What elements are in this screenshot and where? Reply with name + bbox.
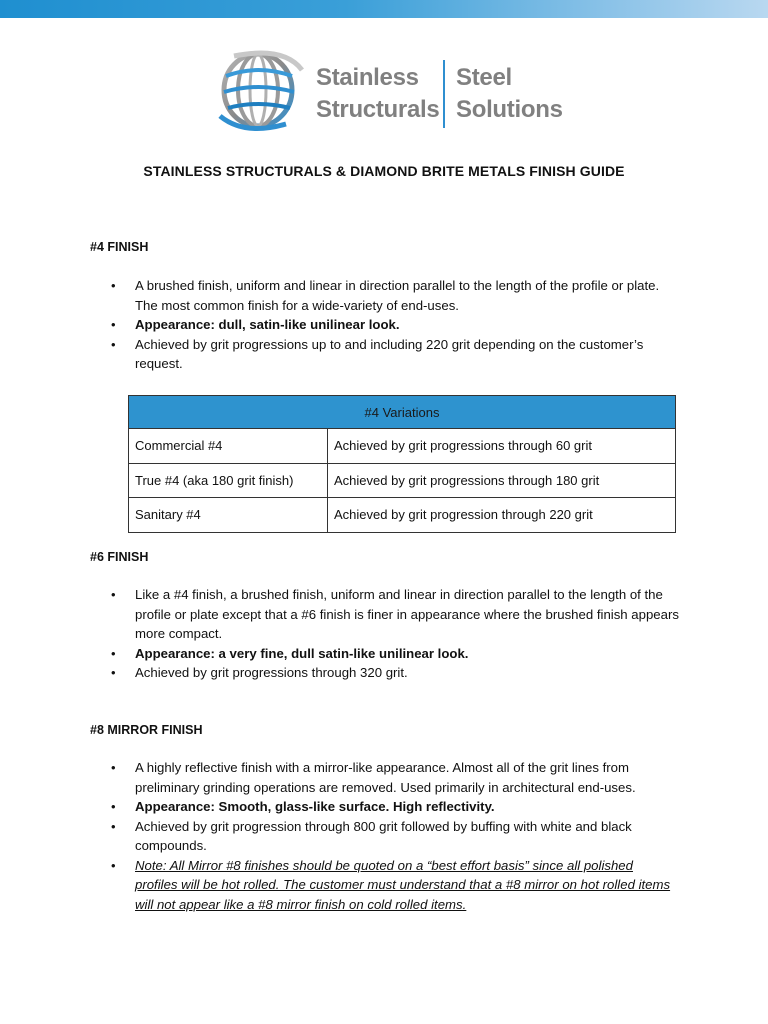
bullet-text: Appearance: a very fine, dull satin-like unilinear look. (135, 645, 469, 661)
table-cell-desc: Achieved by grit progressions through 60 grit (328, 429, 676, 464)
bullet-icon: • (111, 818, 116, 834)
table-cell-desc: Achieved by grit progression through 220 grit (328, 498, 676, 533)
list-item (109, 585, 679, 644)
variations-table (128, 395, 676, 533)
logo-text-stainless: Stainless (316, 64, 419, 91)
bullet-icon: • (111, 336, 116, 352)
bullet-icon: • (111, 799, 116, 814)
bullet-text: Achieved by grit progression through 800 grit followed by buffing with white and black compounds. (135, 818, 632, 853)
logo-divider (443, 60, 445, 128)
bullet-list-8-finish (109, 758, 679, 914)
logo-text-structurals: Structurals (316, 96, 440, 123)
list-item (109, 797, 679, 817)
top-accent-bar (0, 0, 768, 18)
list-item (109, 335, 679, 374)
section-heading-8-mirror-finish: #8 MIRROR FINISH (90, 723, 203, 737)
table-header-row (129, 396, 676, 429)
list-item (109, 856, 679, 915)
bullet-text: Like a #4 finish, a brushed finish, uniform and linear in direction parallel to the length of the profile or plate except that a #6 finish is finer in appearance where the brushed finish appears more compact. (135, 587, 679, 641)
bullet-text: Achieved by grit progressions through 320 grit. (135, 665, 408, 680)
bullet-icon: • (111, 587, 116, 602)
logo-text-solutions: Solutions (456, 96, 563, 123)
bullet-icon: • (111, 760, 116, 775)
bullet-text: Appearance: dull, satin-like unilinear look. (135, 317, 400, 332)
logo-text-steel: Steel (456, 64, 512, 91)
bullet-text: Appearance: Smooth, glass-like surface. High reflectivity. (135, 799, 495, 814)
list-item (109, 663, 679, 683)
list-item (109, 644, 679, 664)
document-title: STAINLESS STRUCTURALS & DIAMOND BRITE METALS FINISH GUIDE (143, 163, 625, 179)
table-cell-name: Sanitary #4 (129, 498, 328, 533)
bullet-text: Achieved by grit progressions up to and including 220 grit depending on the customer’s request. (135, 336, 644, 371)
section-heading-6-finish: #6 FINISH (90, 550, 149, 564)
table-row (129, 429, 676, 464)
table-cell-desc: Achieved by grit progressions through 180 grit (328, 463, 676, 498)
bullet-text: A highly reflective finish with a mirror-like appearance. Almost all of the grit lines from preliminary grinding operations are removed. Used primarily in architectural end-uses. (135, 760, 636, 795)
bullet-text: A brushed finish, uniform and linear in direction parallel to the length of the profile or plate. The most common finish for a wide-variety of end-uses. (135, 278, 660, 313)
list-item (109, 315, 679, 335)
table-cell-name: True #4 (aka 180 grit finish) (129, 463, 328, 498)
bullet-icon: • (111, 317, 116, 332)
list-item (109, 276, 679, 315)
bullet-list-6-finish (109, 585, 679, 683)
table-cell-name: Commercial #4 (129, 429, 328, 464)
note-text: Note: All Mirror #8 finishes should be quoted on a “best effort basis” since all polished profiles will be hot rolled. The customer must understand that a #8 mirror on hot rolled items will not appear like a #8 mirror finish on cold rolled items. (135, 857, 671, 912)
bullet-icon: • (111, 645, 116, 661)
bullet-list-4-finish (109, 276, 679, 374)
bullet-icon: • (111, 665, 116, 680)
list-item (109, 817, 679, 856)
table-row (129, 498, 676, 533)
section-heading-4-finish: #4 FINISH (90, 240, 149, 254)
list-item (109, 758, 679, 797)
bullet-icon: • (111, 278, 116, 293)
bullet-icon: • (111, 857, 116, 873)
table-row (129, 463, 676, 498)
company-logo (214, 46, 574, 132)
globe-icon (214, 46, 310, 132)
table-header: #4 Variations (129, 396, 676, 429)
